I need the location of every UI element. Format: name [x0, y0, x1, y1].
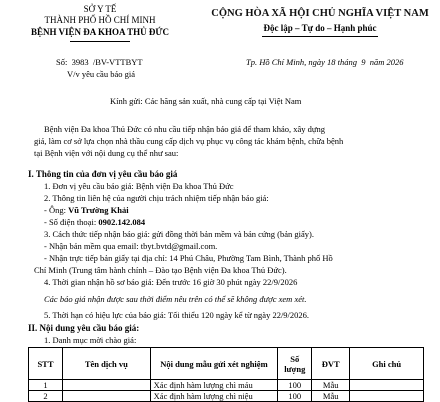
doc-date: Tp. Hồ Chí Minh, ngày 18 tháng 9 năm 2026 — [246, 57, 404, 67]
header-hospital: BỆNH VIỆN ĐA KHOA THỦ ĐỨC — [30, 27, 170, 37]
phone-number: 0902.142.084 — [98, 217, 146, 227]
header-left-underline — [70, 41, 130, 42]
col-header-service: Tên dịch vụ — [62, 348, 150, 380]
section-1-title: I. Thông tin của đơn vị yêu cầu báo giá — [28, 169, 178, 179]
table-row — [29, 380, 424, 391]
intro-line-3: tại Bệnh viện với nội dung cụ thể như sau: — [34, 148, 179, 158]
contact-prefix: - Ông: — [44, 205, 69, 215]
contact-name: Vũ Trường Khải — [68, 205, 129, 215]
section-1-item-5: 5. Thời hạn có hiệu lực của báo giá: Tối thiểu 120 ngày kể từ ngày 22/9/2026. — [44, 310, 310, 320]
header-nation: CỘNG HÒA XÃ HỘI CHỦ NGHĨA VIỆT NAM — [211, 8, 429, 19]
section-1-item-2: 2. Thông tin liên hệ của người chịu trách nhiệm tiếp nhận báo giá: — [44, 193, 269, 203]
cell-qty: 100 — [278, 391, 312, 402]
section-1-item-3: 3. Cách thức tiếp nhận báo giá: gửi đồng thời bản mềm và bản cứng (bản giấy). — [44, 229, 314, 239]
phone-line — [44, 217, 145, 227]
doc-number: Số: 3983 /BV-VTTBYT — [56, 57, 143, 67]
intro-line-2: giá, làm cơ sở lựa chọn nhà thầu cung cấp dịch vụ phục vụ công tác khám bệnh, chữa bệnh — [34, 136, 344, 146]
col-header-qty: Số lượng — [278, 348, 312, 380]
cell-stt: 2 — [29, 391, 63, 402]
cell-stt: 1 — [29, 380, 63, 391]
recipient: Kính gửi: Các hãng sản xuất, nhà cung cấp tại Việt Nam — [110, 96, 302, 106]
quotation-table — [28, 347, 424, 402]
cell-service — [62, 380, 150, 391]
intro-line-1: Bệnh viện Đa khoa Thủ Đức có nhu cầu tiếp nhận báo giá để tham khảo, xây dựng — [44, 124, 325, 134]
header-right-underline — [262, 36, 378, 37]
header-ministry: SỞ Y TẾ — [83, 4, 117, 14]
paper-line-2: Chí Minh (Trung tâm hành chính – Đào tạo Bệnh viện Đa khoa Thủ Đức). — [34, 265, 287, 275]
section-2-item-1: 1. Danh mục mời chào giá: — [44, 335, 137, 345]
cell-content: Xác định hàm lượng chì niệu — [150, 391, 278, 402]
col-header-content: Nội dung mẫu gửi xét nghiệm — [150, 348, 278, 380]
cell-unit: Mẫu — [312, 380, 350, 391]
cell-unit: Mẫu — [312, 391, 350, 402]
cell-content: Xác định hàm lượng chì máu — [150, 380, 278, 391]
header-motto: Độc lập – Tự do – Hạnh phúc — [263, 23, 377, 33]
col-header-stt: STT — [29, 348, 63, 380]
paper-line-1: - Nhận trực tiếp bản giấy tại địa chỉ: 14 Phú Châu, Phường Tam Bình, Thành phố Hồ — [44, 253, 333, 263]
cell-note — [350, 380, 424, 391]
header-city: THÀNH PHỐ HỒ CHÍ MINH — [44, 15, 156, 25]
contact-line — [44, 205, 129, 215]
phone-prefix: - Số điện thoại: — [44, 217, 99, 227]
table-header-row — [29, 348, 424, 380]
col-header-unit: ĐVT — [312, 348, 350, 380]
section-2-title: II. Nội dung yêu cầu báo giá: — [28, 323, 140, 333]
late-submission-note: Các báo giá nhận được sau thời điểm nêu trên có thể sẽ không được xem xét. — [44, 294, 307, 304]
col-header-note: Ghi chú — [350, 348, 424, 380]
cell-qty: 100 — [278, 380, 312, 391]
doc-subject: V/v yêu cầu báo giá — [67, 69, 135, 79]
section-1-item-4: 4. Thời gian nhận hồ sơ báo giá: Đến trước 16 giờ 30 phút ngày 22/9/2026 — [44, 277, 298, 287]
section-1-item-1: 1. Đơn vị yêu cầu báo giá: Bệnh viện Đa khoa Thủ Đức — [44, 181, 234, 191]
email-line: - Nhận bản mềm qua email: tbyt.bvtd@gmail.com. — [44, 241, 218, 251]
